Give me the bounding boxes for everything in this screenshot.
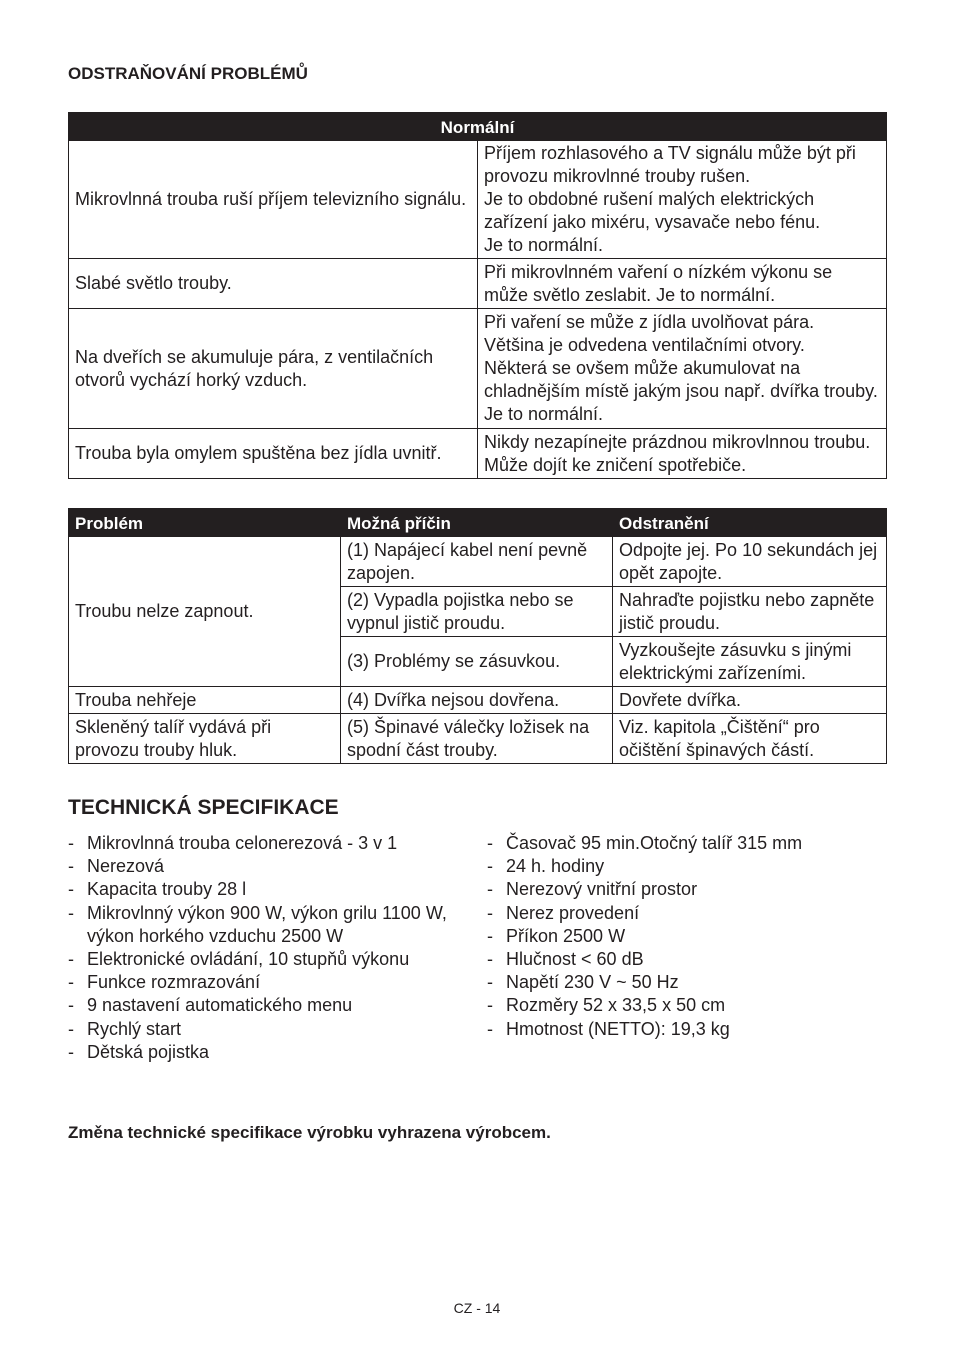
cause-cell: (2) Vypadla pojistka nebo se vypnul jistič proudu.	[341, 587, 613, 637]
cause-cell: (5) Špinavé válečky ložisek na spodní část trouby.	[341, 714, 613, 764]
spec-item	[487, 925, 887, 948]
spec-item	[68, 994, 458, 1017]
spec-item	[487, 948, 887, 971]
spec-list-left	[68, 832, 458, 1064]
symptom-cell: Mikrovlnná trouba ruší příjem televizního signálu.	[69, 141, 478, 259]
table-row	[69, 429, 887, 479]
problem-cell: Troubu nelze zapnout.	[69, 537, 341, 687]
explanation-line: Většina je odvedena ventilačními otvory.	[484, 335, 805, 355]
bullet-dash: -	[487, 879, 493, 900]
bullet-dash: -	[487, 856, 493, 877]
bullet-dash: -	[68, 833, 74, 853]
problem-column-header: Problém	[69, 509, 341, 537]
spec-change-note: Změna technické specifikace výrobku vyhrazena výrobcem.	[68, 1123, 551, 1142]
spec-item	[68, 832, 458, 855]
explanation-cell	[478, 259, 887, 309]
bullet-dash: -	[487, 949, 493, 970]
fix-cell: Odpojte jej. Po 10 sekundách jej opět zapojte.	[613, 537, 887, 587]
bullet-dash: -	[487, 972, 493, 993]
cause-cell: (1) Napájecí kabel není pevně zapojen.	[341, 537, 613, 587]
symptom-cell: Na dveřích se akumuluje pára, z ventilačních otvorů vychází horký vzduch.	[69, 309, 478, 429]
explanation-line: Je to obdobné rušení malých elektrických zařízení jako mixéru, vysavače nebo fénu.	[484, 189, 821, 232]
spec-item-text: 9 nastavení automatického menu	[87, 995, 353, 1016]
spec-item	[68, 1018, 458, 1041]
problem-cell: Skleněný talíř vydává při provozu trouby hluk.	[69, 714, 341, 764]
spec-item-text: Rozměry 52 x 33,5 x 50 cm	[506, 995, 726, 1016]
explanation-line: Při mikrovlnném vaření o nízkém výkonu se může světlo zeslabit. Je to normální.	[484, 261, 833, 305]
spec-title: TECHNICKÁ SPECIFIKACE	[68, 796, 339, 819]
table-row	[69, 714, 887, 764]
page-number: CZ - 14	[453, 1300, 501, 1316]
fix-cell: Viz. kapitola „Čištění“ pro očištění špinavých částí.	[613, 714, 887, 764]
bullet-dash: -	[68, 995, 74, 1016]
bullet-dash: -	[68, 1018, 74, 1039]
spec-item	[68, 971, 458, 994]
problem-cell: Trouba nehřeje	[69, 687, 341, 714]
explanation-line: Nikdy nezapínejte prázdnou mikrovlnnou troubu. Může dojít ke zničení spotřebiče.	[484, 431, 871, 475]
spec-item	[487, 855, 887, 878]
spec-item	[487, 994, 887, 1017]
bullet-dash: -	[487, 902, 493, 923]
explanation-cell	[478, 429, 887, 479]
bullet-dash: -	[487, 925, 493, 946]
spec-item	[68, 1041, 458, 1064]
spec-item-text: Hmotnost (NETTO): 19,3 kg	[506, 1018, 730, 1039]
cause-cell: (4) Dvířka nejsou dovřena.	[341, 687, 613, 714]
normal-table-header: Normální	[69, 113, 887, 141]
table-row	[69, 309, 887, 429]
explanation-cell	[478, 309, 887, 429]
spec-item-text: Dětská pojistka	[87, 1041, 210, 1062]
bullet-dash: -	[68, 972, 74, 993]
bullet-dash: -	[68, 949, 74, 970]
fix-cell: Dovřete dvířka.	[613, 687, 887, 714]
spec-item-text: Nerez provedení	[506, 902, 640, 923]
bullet-dash: -	[487, 833, 493, 853]
table-row	[69, 537, 887, 587]
spec-item	[68, 855, 458, 878]
spec-item	[68, 902, 458, 948]
spec-item-text: Rychlý start	[87, 1018, 182, 1039]
spec-item	[487, 971, 887, 994]
spec-item-text: Elektronické ovládání, 10 stupňů výkonu	[87, 949, 410, 970]
section-title: ODSTRAŇOVÁNÍ PROBLÉMŮ	[68, 64, 308, 83]
fix-cell: Nahraďte pojistku nebo zapněte jistič proudu.	[613, 587, 887, 637]
spec-item-text: Mikrovlnný výkon 900 W, výkon grilu 1100 W, výkon horkého vzduchu 2500 W	[87, 902, 447, 946]
spec-item-text: 24 h. hodiny	[506, 856, 605, 877]
spec-item-text: Funkce rozmrazování	[87, 972, 261, 993]
spec-item	[487, 832, 887, 855]
symptom-cell: Slabé světlo trouby.	[69, 259, 478, 309]
fix-column-header: Odstranění	[613, 509, 887, 537]
spec-item-text: Mikrovlnná trouba celonerezová - 3 v 1	[87, 833, 398, 853]
explanation-cell	[478, 141, 887, 259]
spec-item-text: Napětí 230 V ~ 50 Hz	[506, 972, 679, 993]
explanation-line: Příjem rozhlasového a TV signálu může být při provozu mikrovlnné trouby rušen.	[484, 143, 856, 186]
cause-column-header: Možná příčin	[341, 509, 613, 537]
spec-item-text: Nerezová	[87, 856, 165, 877]
spec-item	[487, 902, 887, 925]
bullet-dash: -	[68, 902, 74, 923]
spec-item-text: Časovač 95 min.Otočný talíř 315 mm	[506, 833, 803, 853]
table-row	[69, 141, 887, 259]
bullet-dash: -	[68, 856, 74, 877]
spec-item	[487, 878, 887, 901]
spec-item-text: Příkon 2500 W	[506, 925, 626, 946]
fix-cell: Vyzkoušejte zásuvku s jinými elektrickými zařízeními.	[613, 637, 887, 687]
normal-behavior-table	[68, 112, 887, 479]
bullet-dash: -	[68, 1041, 74, 1062]
spec-item	[68, 948, 458, 971]
bullet-dash: -	[487, 995, 493, 1016]
table-row	[69, 259, 887, 309]
spec-list-right	[487, 832, 887, 1041]
spec-item	[68, 878, 458, 901]
bullet-dash: -	[68, 879, 74, 900]
cause-cell: (3) Problémy se zásuvkou.	[341, 637, 613, 687]
spec-item-text: Kapacita trouby 28 l	[87, 879, 247, 900]
explanation-line: Při vaření se může z jídla uvolňovat pára.	[484, 312, 815, 332]
explanation-line: Některá se ovšem může akumulovat na chladnějším místě jakým jsou např. dvířka trouby. Je to normální.	[484, 358, 878, 424]
spec-item-text: Nerezový vnitřní prostor	[506, 879, 698, 900]
table-row	[69, 687, 887, 714]
bullet-dash: -	[487, 1018, 493, 1039]
symptom-cell: Trouba byla omylem spuštěna bez jídla uvnitř.	[69, 429, 478, 479]
spec-item	[487, 1018, 887, 1041]
explanation-line: Je to normální.	[484, 235, 604, 255]
problem-table	[68, 508, 887, 764]
spec-item-text: Hlučnost < 60 dB	[506, 949, 644, 970]
